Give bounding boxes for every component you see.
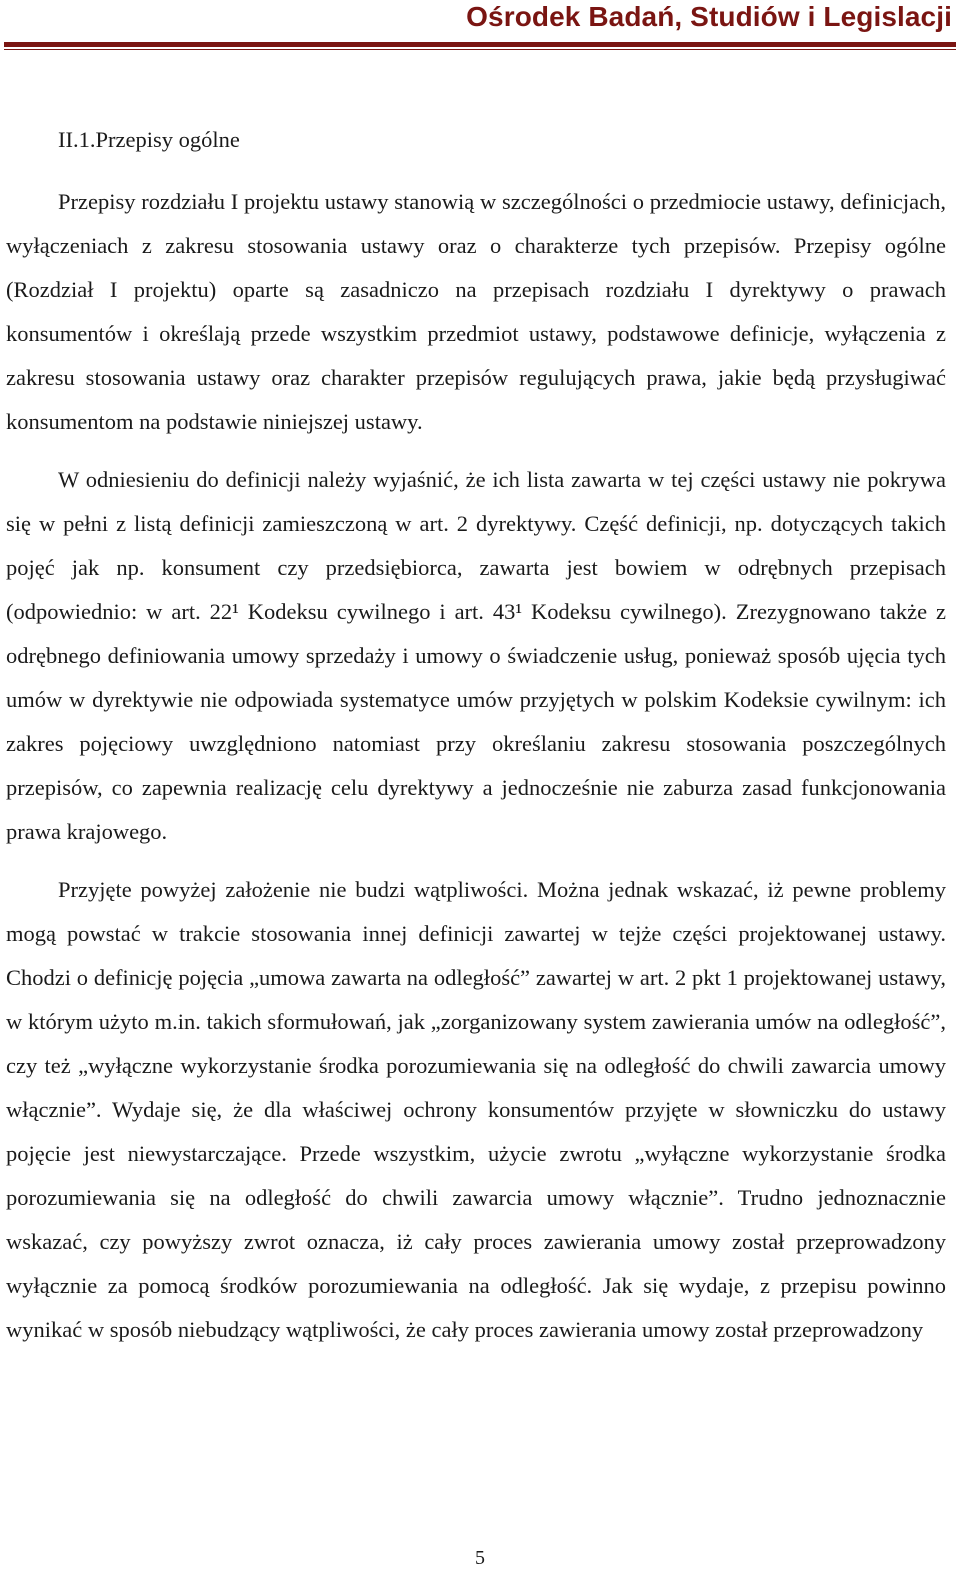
paragraph-2: W odniesieniu do definicji należy wyjaśnić, że ich lista zawarta w tej części ustawy nie pokrywa się w pełni z listą definicji zamieszczoną w art. 2 dyrektywy. Część definicji, np. dotyczących takich pojęć jak np. konsument czy przedsiębiorca, zawarta jest bowiem w odrębnych przepisach (odpowiednio: w art. 22¹ Kodeksu cywilnego i art. 43¹ Kodeksu cywilnego). Zrezygnowano także z odrębnego definiowania umowy sprzedaży i umowy o świadczenie usług, ponieważ sposób ujęcia tych umów w dyrektywie nie odpowiada systematyce umów przyjętych w polskim Kodeksie cywilnym: ich zakres pojęciowy uwzględniono natomiast przy określaniu zakresu stosowania poszczególnych przepisów, co zapewnia realizację celu dyrektywy a jednocześnie nie zaburza zasad funkcjonowania prawa krajowego. bbox=[6, 467, 946, 844]
header-rule bbox=[4, 42, 956, 47]
section-heading: II.1.Przepisy ogólne bbox=[58, 127, 240, 152]
running-header-title: Ośrodek Badań, Studiów i Legislacji bbox=[466, 1, 952, 32]
paragraph-3: Przyjęte powyżej założenie nie budzi wątpliwości. Można jednak wskazać, iż pewne problemy mogą powstać w trakcie stosowania innej definicji zawartej w tejże części projektowanej ustawy. Chodzi o definicję pojęcia „umowa zawarta na odległość” zawartej w art. 2 pkt 1 projektowanej ustawy, w którym użyto m.in. takich sformułowań, jak „zorganizowany system zawierania umów na odległość”, czy też „wyłączne wykorzystanie środka porozumiewania się na odległość do chwili zawarcia umowy włącznie”. Wydaje się, że dla właściwej ochrony konsumentów przyjęte w słowniczku do ustawy pojęcie jest niewystarczające. Przede wszystkim, użycie zwrotu „wyłączne wykorzystanie środka porozumiewania się na odległość do chwili zawarcia umowy włącznie”. Trudno jednoznacznie wskazać, czy powyższy zwrot oznacza, iż cały proces zawierania umowy został przeprowadzony wyłącznie za pomocą środków porozumiewania na odległość. Jak się wydaje, z przepisu powinno wynikać w sposób niebudzący wątpliwości, że cały proces zawierania umowy został przeprowadzony bbox=[6, 877, 946, 1342]
paragraph-1: Przepisy rozdziału I projektu ustawy stanowią w szczególności o przedmiocie ustawy, definicjach, wyłączeniach z zakresu stosowania ustawy oraz o charakterze tych przepisów. Przepisy ogólne (Rozdział I projektu) oparte są zasadniczo na przepisach rozdziału I dyrektywy o prawach konsumentów i określają przede wszystkim przedmiot ustawy, podstawowe definicje, wyłączenia z zakresu stosowania ustawy oraz charakter przepisów regulujących prawa, jakie będą przysługiwać konsumentom na podstawie niniejszej ustawy. bbox=[6, 189, 946, 434]
page-number: 5 bbox=[475, 1547, 485, 1569]
header-rule-thin bbox=[4, 49, 956, 50]
document-body bbox=[6, 120, 946, 1366]
